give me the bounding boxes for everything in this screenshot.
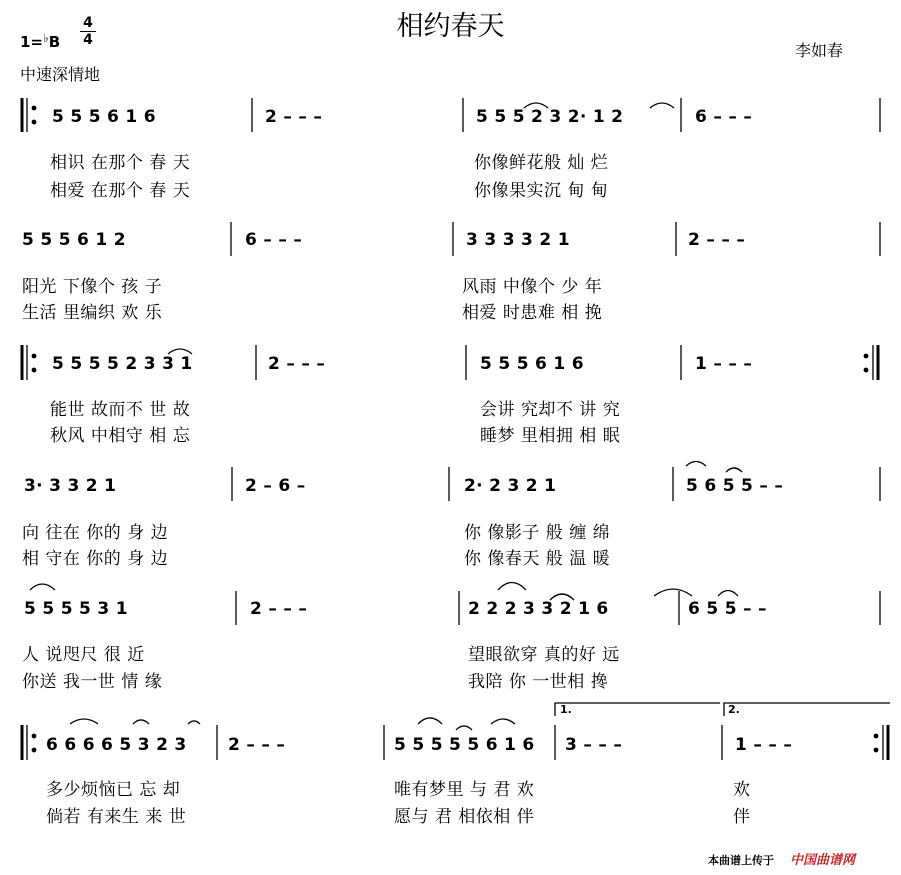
- system-4-lyrics-verse-1-left: 向 往在 你的 身 边: [22, 523, 169, 543]
- system-5-notes-measure-4: 6 5 5 – –: [688, 599, 767, 619]
- system-5-lyrics-verse-2-left: 你送 我一世 情 缘: [22, 672, 163, 692]
- system-2-lyrics-verse-1-right: 风雨 中像个 少 年: [462, 277, 603, 297]
- composer-name: 李如春: [795, 41, 844, 60]
- system-1-lyrics-verse-2-left: 相爱 在那个 春 天: [50, 181, 191, 201]
- system-6-lyrics-verse-1-right: 唯有梦里 与 君 欢: [394, 780, 535, 800]
- key-letter: B: [48, 33, 61, 51]
- key-prefix: 1=: [20, 33, 44, 51]
- system-1-lyrics-verse-2-right: 你像果实沉 甸 甸: [474, 181, 609, 201]
- system-2-lyrics-verse-2-right: 相爱 时患难 相 挽: [462, 303, 603, 323]
- system-2-lyrics-verse-1-left: 阳光 下像个 孩 子: [22, 277, 163, 297]
- system-2-lyrics-verse-2-left: 生活 里编织 欢 乐: [22, 303, 163, 323]
- system-2-notes-measure-3: 3 3 3 3 2 1: [466, 230, 570, 250]
- system-4-notes-measure-2: 2 – 6 –: [245, 476, 306, 496]
- system-1-notes-measure-4: 6 – – –: [695, 107, 753, 127]
- system-3-notes-measure-3: 5 5 5 6 1 6: [480, 354, 584, 374]
- system-5-lyrics-verse-2-right: 我陪 你 一世相 搀: [468, 672, 609, 692]
- system-3-lyrics-verse-2-right: 睡梦 里相拥 相 眠: [480, 426, 621, 446]
- system-5-notes-measure-2: 2 – – –: [250, 599, 308, 619]
- system-4-lyrics-verse-2-right: 你 像春天 般 温 暖: [464, 549, 611, 569]
- system-6-lyrics-verse-2-ending: 伴: [733, 807, 751, 827]
- system-6-notes-measure-2: 2 – – –: [228, 735, 286, 755]
- system-6-notes-measure-3: 5 5 5 5 5 6 1 6: [394, 735, 535, 755]
- system-3-lyrics-verse-2-left: 秋风 中相守 相 忘: [50, 426, 191, 446]
- system-2-notes-left: 5 5 5 6 1 2: [22, 230, 126, 250]
- system-4-notes-left: 3· 3 3 2 1: [24, 476, 117, 496]
- system-4-lyrics-verse-2-left: 相 守在 你的 身 边: [22, 549, 169, 569]
- volta-second-label: 2.: [728, 703, 740, 716]
- system-5-lyrics-verse-1-right: 望眼欲穿 真的好 远: [468, 645, 620, 665]
- key-accidental: ♭: [43, 31, 49, 45]
- system-4-notes-measure-3: 2· 2 3 2 1: [464, 476, 557, 496]
- system-1-notes-left: 5 5 5 6 1 6: [52, 107, 156, 127]
- meter-top: 4: [83, 15, 93, 31]
- system-1-lyrics-verse-1-left: 相识 在那个 春 天: [50, 153, 191, 173]
- system-3-notes-measure-4: 1 – – –: [695, 354, 753, 374]
- system-1-lyrics-verse-1-right: 你像鲜花般 灿 烂: [474, 153, 609, 173]
- system-6-lyrics-verse-1-ending: 欢: [733, 780, 751, 800]
- system-5-lyrics-verse-1-left: 人 说咫尺 很 近: [22, 645, 145, 665]
- upload-credit: 本曲谱上传于: [708, 854, 774, 867]
- system-3-notes-measure-2: 2 – – –: [268, 354, 326, 374]
- system-2-notes-measure-2: 6 – – –: [245, 230, 303, 250]
- system-6-lyrics-verse-1-left: 多少烦恼已 忘 却: [46, 780, 181, 800]
- meter-bottom: 4: [83, 32, 93, 48]
- system-1-notes-measure-2: 2 – – –: [265, 107, 323, 127]
- volta-first-label: 1.: [560, 703, 572, 716]
- system-6-notes-left: 6 6 6 6 5 3 2 3: [46, 735, 187, 755]
- system-6-notes-measure-5-volta-2: 1 – – –: [735, 735, 793, 755]
- song-title: 相约春天: [396, 11, 505, 42]
- system-4-notes-measure-4: 5 6 5 5 – –: [686, 476, 784, 496]
- system-6-lyrics-verse-2-left: 倘若 有来生 来 世: [46, 807, 187, 827]
- system-4-lyrics-verse-1-right: 你 像影子 般 缠 绵: [464, 523, 611, 543]
- system-6-notes-measure-4-volta-1: 3 – – –: [565, 735, 623, 755]
- site-logo[interactable]: 中国曲谱网: [790, 853, 856, 868]
- system-6-lyrics-verse-2-right: 愿与 君 相依相 伴: [394, 807, 535, 827]
- system-1-notes-measure-3: 5 5 5 2 3 2· 1 2: [476, 107, 624, 127]
- system-5-notes-measure-3: 2 2 2 3 3 2 1 6: [468, 599, 609, 619]
- system-3-lyrics-verse-1-left: 能世 故而不 世 故: [50, 400, 191, 420]
- system-3-lyrics-verse-1-right: 会讲 究却不 讲 究: [480, 400, 621, 420]
- system-3-notes-left: 5 5 5 5 2 3 3 1: [52, 354, 193, 374]
- system-5-notes-left: 5 5 5 5 3 1: [24, 599, 128, 619]
- system-2-notes-measure-4: 2 – – –: [688, 230, 746, 250]
- tempo-marking: 中速深情地: [20, 65, 101, 84]
